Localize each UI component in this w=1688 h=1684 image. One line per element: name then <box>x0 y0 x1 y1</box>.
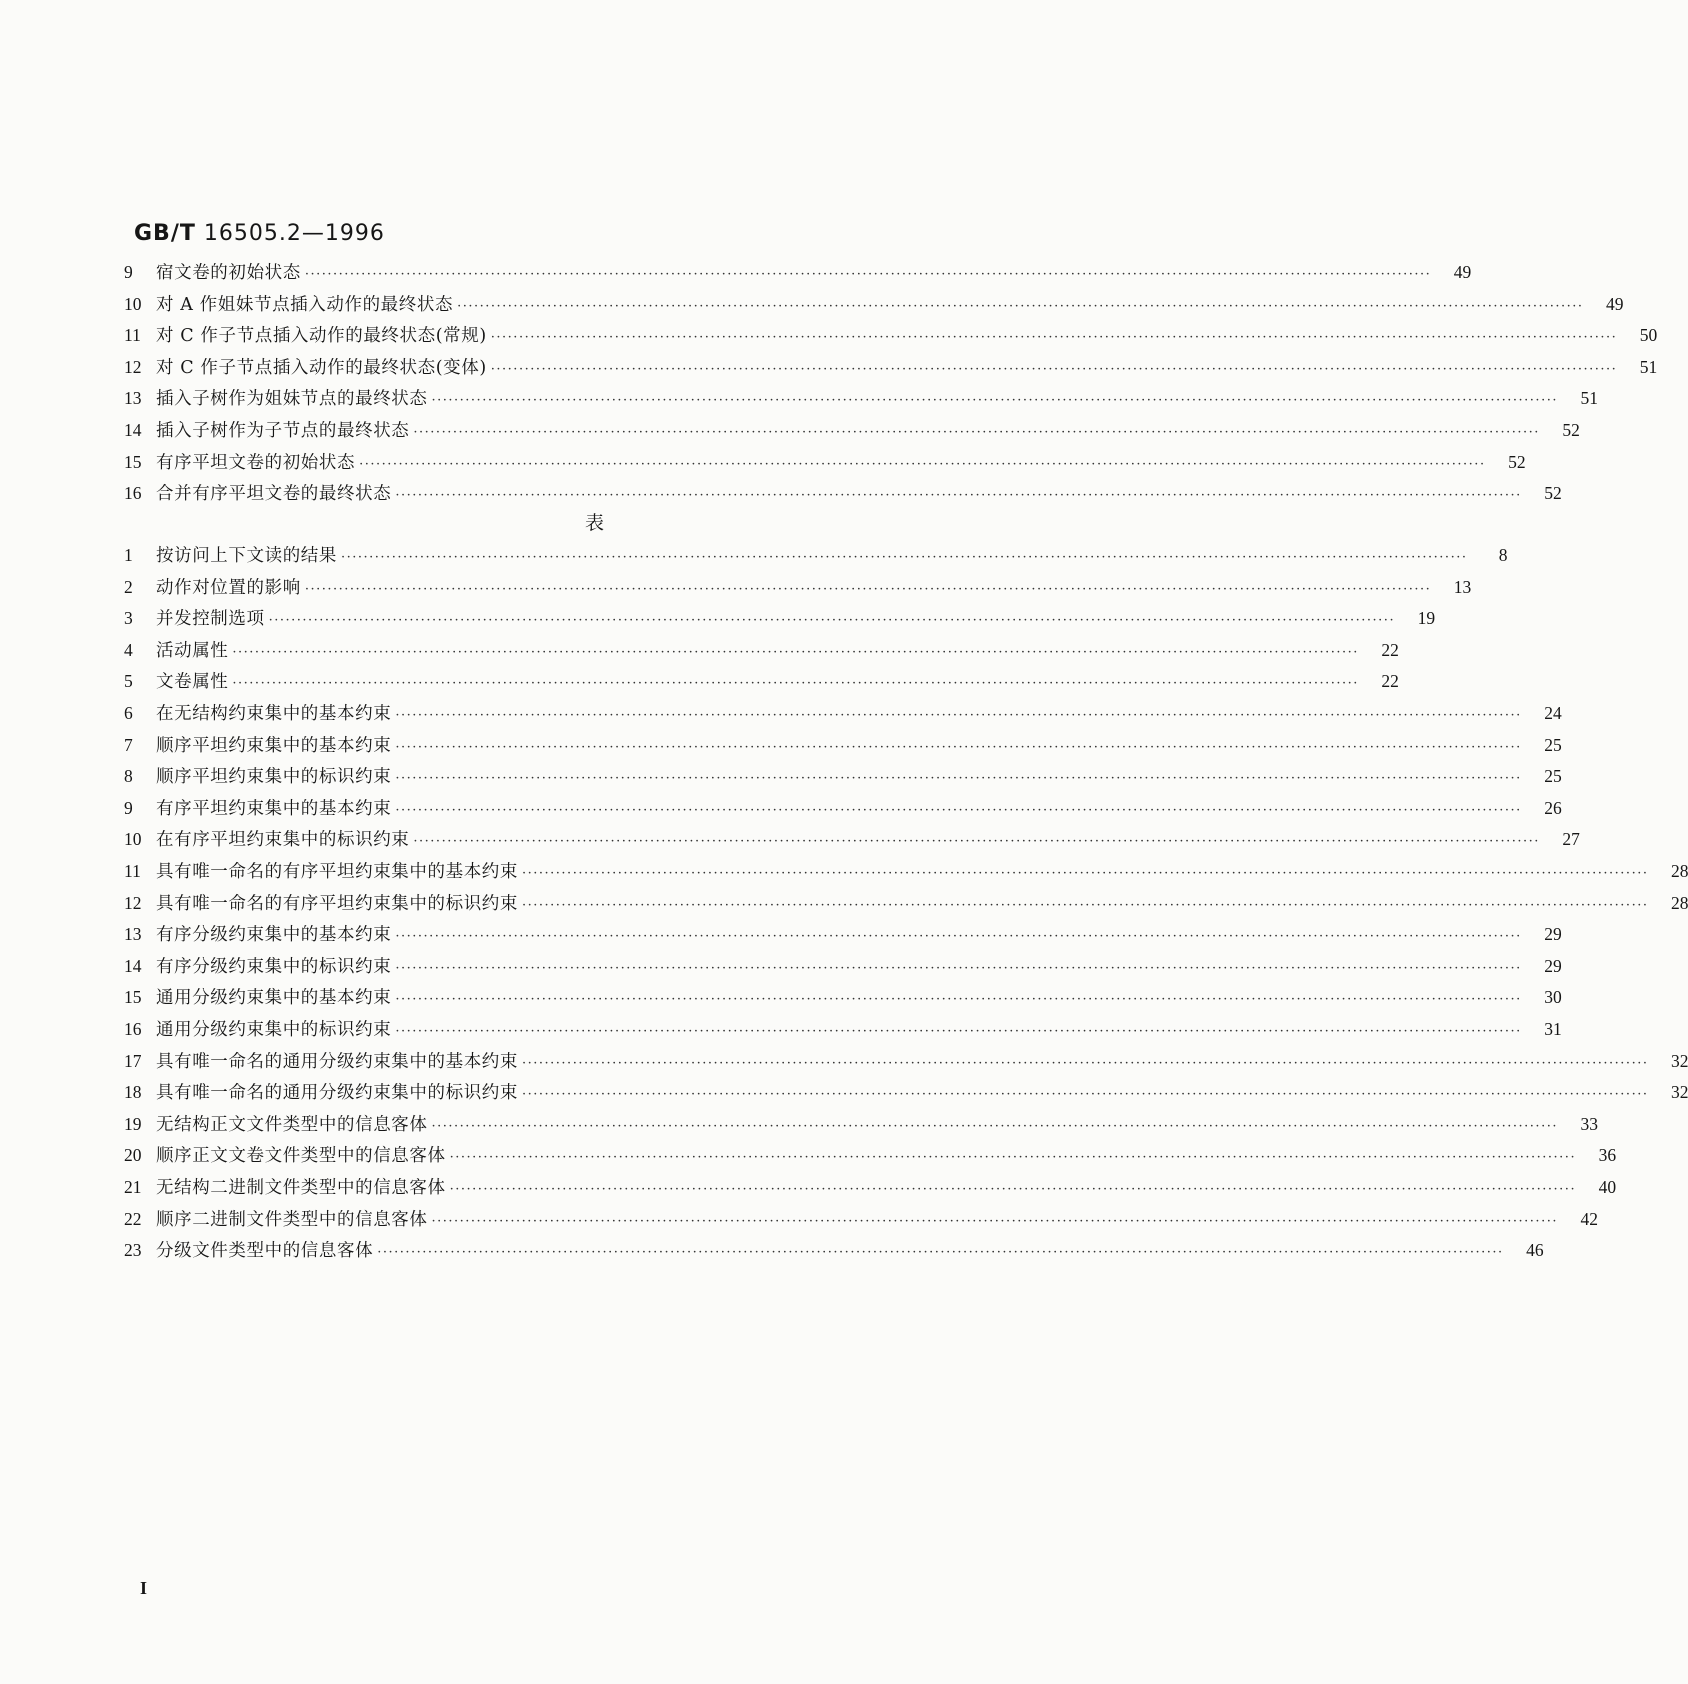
entry-title: 在有序平坦约束集中的标识约束 <box>156 830 410 851</box>
entry-page-number: 40 <box>1598 1177 1617 1197</box>
entry-page-number: 25 <box>1544 766 1562 787</box>
entry-title: 有序分级约束集中的基本约束 <box>156 925 392 946</box>
leader-dots: ········································································································································································································ <box>359 456 1486 472</box>
leader-dots: ········································································································································································································ <box>413 834 1540 850</box>
toc-entry <box>124 323 1658 347</box>
entry-title: 顺序二进制文件类型中的信息客体 <box>156 1209 428 1230</box>
entry-page-number: 25 <box>1544 734 1562 755</box>
entry-page-number: 22 <box>1381 639 1399 660</box>
entry-number: 10 <box>124 293 142 314</box>
entry-number: 7 <box>124 734 133 755</box>
entry-title: 有序平坦约束集中的基本约束 <box>156 798 392 819</box>
entry-page-number: 52 <box>1544 483 1562 504</box>
leader-dots: ········································································································································································································ <box>395 960 1522 976</box>
entry-number: 2 <box>124 576 133 597</box>
leader-dots: ········································································································································································································ <box>449 1150 1577 1166</box>
entry-page-number: 32 <box>1670 1050 1688 1071</box>
entry-title: 无结构二进制文件类型中的信息客体 <box>156 1178 446 1198</box>
toc-entry <box>124 1175 1617 1199</box>
entry-page-number: 24 <box>1544 703 1562 723</box>
leader-dots: ········································································································································································································ <box>431 1118 1558 1134</box>
leader-dots: ········································································································································································································ <box>522 897 1649 913</box>
entry-number: 20 <box>124 1145 142 1166</box>
leader-dots: ········································································································································································································ <box>395 708 1522 723</box>
entry-page-number: 27 <box>1562 829 1580 850</box>
entry-title: 顺序平坦约束集中的基本约束 <box>156 735 392 756</box>
leader-dots: ········································································································································································································ <box>395 929 1522 945</box>
entry-number: 15 <box>124 987 142 1008</box>
entry-page-number: 33 <box>1580 1113 1598 1134</box>
toc-entry <box>124 922 1562 946</box>
document-header <box>134 221 385 246</box>
leader-dots: ········································································································································································································ <box>449 1182 1577 1197</box>
entry-number: 4 <box>124 639 133 660</box>
leader-dots: ········································································································································································································ <box>522 866 1649 881</box>
entry-page-number: 52 <box>1508 451 1526 472</box>
entry-number: 17 <box>124 1050 142 1071</box>
leader-dots: ········································································································································································································ <box>431 1213 1558 1229</box>
entry-title: 有序平坦文卷的初始状态 <box>156 452 356 473</box>
toc-entry <box>124 450 1526 474</box>
entry-page-number: 46 <box>1526 1240 1544 1261</box>
entry-number: 11 <box>124 325 141 346</box>
entry-page-number: 51 <box>1639 356 1658 377</box>
toc-entry <box>124 1207 1598 1231</box>
leader-dots: ········································································································································································································ <box>304 581 1432 597</box>
entry-title: 宿文卷的初始状态 <box>156 263 301 283</box>
leader-dots: ········································································································································································································ <box>395 992 1522 1008</box>
toc-entry <box>124 669 1399 693</box>
entry-number: 9 <box>124 262 133 282</box>
entry-title: 顺序正文文卷文件类型中的信息客体 <box>156 1146 446 1167</box>
entry-number: 8 <box>124 766 133 787</box>
entry-number: 22 <box>124 1208 142 1229</box>
entry-page-number: 36 <box>1598 1145 1617 1166</box>
entry-title: 顺序平坦约束集中的标识约束 <box>156 767 392 788</box>
entry-page-number: 31 <box>1544 1019 1562 1039</box>
leader-dots: ········································································································································································································ <box>395 802 1522 818</box>
toc-entry <box>124 1238 1544 1262</box>
leader-dots: ········································································································································································································ <box>395 739 1522 755</box>
leader-dots: ········································································································································································································ <box>395 771 1522 787</box>
entry-title: 活动属性 <box>156 640 229 661</box>
toc-entry <box>124 638 1399 662</box>
leader-dots: ········································································································································································································ <box>490 330 1618 346</box>
entry-page-number: 30 <box>1544 987 1562 1008</box>
leader-dots: ········································································································································································································ <box>341 550 1468 565</box>
entry-number: 16 <box>124 483 142 504</box>
entry-title: 对 C 作子节点插入动作的最终状态(变体) <box>156 357 487 378</box>
entry-title: 插入子树作为姐妹节点的最终状态 <box>156 389 428 410</box>
entry-title: 对 C 作子节点插入动作的最终状态(常规) <box>156 326 487 347</box>
leader-dots: ········································································································································································································ <box>522 1055 1649 1071</box>
entry-title: 有序分级约束集中的标识约束 <box>156 956 392 977</box>
entry-page-number: 49 <box>1606 293 1624 314</box>
entry-page-number: 26 <box>1544 797 1562 818</box>
entry-number: 1 <box>124 545 133 565</box>
entry-title: 通用分级约束集中的基本约束 <box>156 988 392 1009</box>
entry-title: 在无结构约束集中的基本约束 <box>156 704 392 724</box>
leader-dots: ········································································································································································································ <box>377 1245 1504 1261</box>
leader-dots: ········································································································································································································ <box>395 1024 1522 1039</box>
toc-entry <box>124 859 1688 883</box>
toc-entry <box>124 355 1658 379</box>
entry-number: 19 <box>124 1113 142 1134</box>
toc-entry <box>124 827 1580 851</box>
toc-entry <box>124 481 1562 505</box>
toc-entry <box>124 575 1472 599</box>
entry-page-number: 42 <box>1580 1208 1598 1229</box>
leader-dots: ········································································································································································································ <box>232 676 1359 692</box>
entry-number: 21 <box>124 1177 142 1197</box>
entry-number: 11 <box>124 861 141 881</box>
leader-dots: ········································································································································································································ <box>490 361 1618 377</box>
entry-title: 插入子树作为子节点的最终状态 <box>156 421 410 441</box>
toc-entry <box>124 418 1580 442</box>
entry-number: 9 <box>124 797 133 818</box>
entry-page-number: 8 <box>1498 545 1508 565</box>
entry-number: 13 <box>124 924 142 945</box>
entry-page-number: 50 <box>1639 325 1658 346</box>
entry-title: 具有唯一命名的有序平坦约束集中的标识约束 <box>156 893 518 914</box>
entry-number: 16 <box>124 1019 142 1039</box>
toc-entry <box>124 954 1562 978</box>
entry-title: 动作对位置的影响 <box>156 577 301 598</box>
toc-entry <box>124 1049 1688 1073</box>
entry-title: 并发控制选项 <box>156 609 265 630</box>
leader-dots: ········································································································································································································ <box>522 1087 1649 1103</box>
entry-page-number: 49 <box>1453 262 1472 282</box>
entry-page-number: 19 <box>1417 608 1436 629</box>
leader-dots: ········································································································································································································ <box>457 298 1584 314</box>
toc-entry <box>124 733 1562 757</box>
toc-entry <box>124 796 1562 820</box>
entry-number: 14 <box>124 420 142 440</box>
entry-page-number: 28 <box>1670 861 1688 881</box>
entry-page-number: 29 <box>1544 955 1562 976</box>
entry-number: 12 <box>124 356 142 377</box>
standard-number: 16505.2—1996 <box>203 221 385 246</box>
toc-entry <box>124 260 1472 284</box>
entry-number: 15 <box>124 451 142 472</box>
entry-title: 按访问上下文读的结果 <box>156 546 337 566</box>
entry-page-number: 28 <box>1670 892 1688 913</box>
toc-entry <box>124 543 1508 567</box>
entry-title: 对 A 作姐妹节点插入动作的最终状态 <box>156 294 454 315</box>
entry-title: 文卷属性 <box>156 672 229 693</box>
entry-number: 10 <box>124 829 142 850</box>
entry-page-number: 22 <box>1381 671 1399 692</box>
toc-entry <box>124 1112 1598 1136</box>
entry-page-number: 51 <box>1580 388 1598 409</box>
entry-page-number: 52 <box>1562 420 1580 440</box>
toc-entry <box>124 1080 1688 1104</box>
entry-page-number: 32 <box>1670 1082 1688 1103</box>
entry-title: 通用分级约束集中的标识约束 <box>156 1020 392 1040</box>
toc-entry <box>124 386 1598 410</box>
toc-entry <box>124 1143 1617 1167</box>
entry-number: 13 <box>124 388 142 409</box>
entry-number: 14 <box>124 955 142 976</box>
footer-page-number: I <box>140 1578 148 1598</box>
entry-number: 6 <box>124 703 133 723</box>
toc-entry <box>124 985 1562 1009</box>
toc-entry <box>124 292 1624 316</box>
leader-dots: ········································································································································································································ <box>431 393 1558 409</box>
entry-number: 5 <box>124 671 133 692</box>
entry-title: 具有唯一命名的通用分级约束集中的基本约束 <box>156 1051 518 1072</box>
toc-entry <box>124 606 1436 630</box>
entry-title: 合并有序平坦文卷的最终状态 <box>156 484 392 505</box>
leader-dots: ········································································································································································································ <box>232 644 1359 660</box>
standard-code: GB/T <box>134 221 196 246</box>
entry-title: 具有唯一命名的通用分级约束集中的标识约束 <box>156 1083 518 1104</box>
entry-number: 12 <box>124 892 142 913</box>
leader-dots: ········································································································································································································ <box>268 613 1396 629</box>
entry-page-number: 29 <box>1544 924 1562 945</box>
toc-entry <box>124 701 1562 725</box>
toc-entry <box>124 891 1688 915</box>
leader-dots: ········································································································································································································ <box>413 425 1540 440</box>
entry-number: 3 <box>124 608 133 629</box>
tables-section-title: 表 <box>584 512 606 534</box>
entry-title: 分级文件类型中的信息客体 <box>156 1241 374 1262</box>
leader-dots: ········································································································································································································ <box>304 267 1432 282</box>
entry-page-number: 13 <box>1453 576 1472 597</box>
entry-number: 18 <box>124 1082 142 1103</box>
toc-entry <box>124 764 1562 788</box>
entry-title: 无结构正文文件类型中的信息客体 <box>156 1114 428 1135</box>
entry-number: 23 <box>124 1240 142 1261</box>
leader-dots: ········································································································································································································ <box>395 488 1522 504</box>
toc-entry <box>124 1017 1562 1041</box>
entry-title: 具有唯一命名的有序平坦约束集中的基本约束 <box>156 862 518 882</box>
